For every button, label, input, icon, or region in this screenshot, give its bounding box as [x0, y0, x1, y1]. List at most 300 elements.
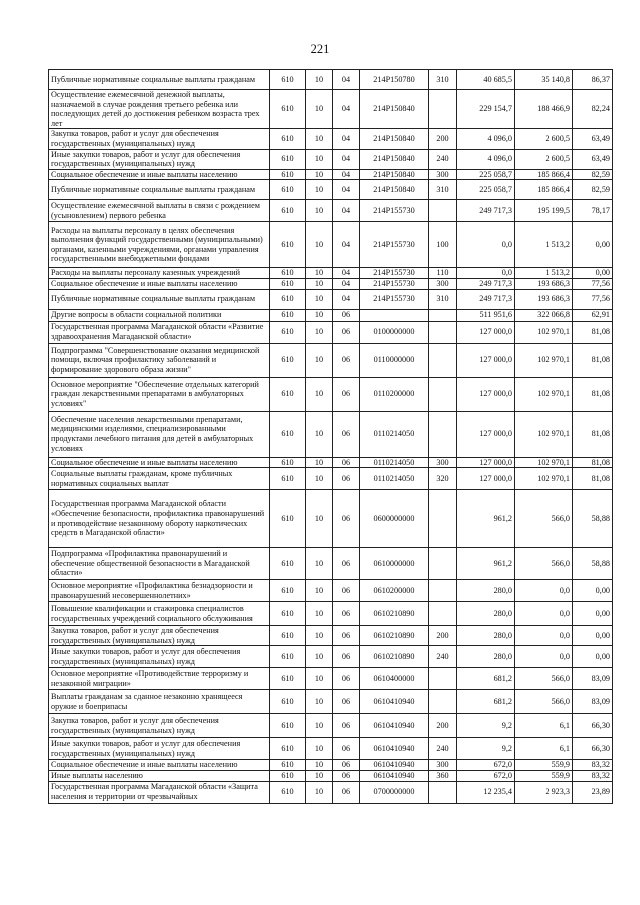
row-planned-amount: 127 000,0: [457, 321, 515, 343]
row-subsection-code: 06: [333, 738, 360, 760]
row-expense-type: [429, 343, 457, 377]
table-row: [49, 411, 613, 457]
row-executed-amount: 195 199,5: [515, 200, 573, 222]
row-target-article: 0610410940: [360, 738, 429, 760]
row-subsection-code: 04: [333, 180, 360, 200]
row-subsection-code: 06: [333, 760, 360, 771]
row-execution-percent: 66,30: [573, 714, 613, 738]
row-executed-amount: 566,0: [515, 668, 573, 690]
row-subsection-code: 04: [333, 129, 360, 149]
row-expense-type: [429, 668, 457, 690]
row-name: Публичные нормативные социальные выплаты гражданам: [49, 289, 270, 309]
row-executed-amount: 566,0: [515, 548, 573, 580]
row-grbs-code: 610: [270, 738, 306, 760]
row-grbs-code: 610: [270, 222, 306, 268]
row-planned-amount: 672,0: [457, 760, 515, 771]
row-execution-percent: 81,08: [573, 343, 613, 377]
table-row: [49, 268, 613, 279]
row-subsection-code: 04: [333, 289, 360, 309]
row-section-code: 10: [306, 289, 333, 309]
row-name: Иные закупки товаров, работ и услуг для обеспечения государственных (муниципальных) нужд: [49, 149, 270, 169]
row-section-code: 10: [306, 278, 333, 289]
row-name: Выплаты гражданам за сданное незаконно хранящееся оружие и боеприпасы: [49, 690, 270, 714]
row-executed-amount: 185 866,4: [515, 180, 573, 200]
row-subsection-code: 06: [333, 321, 360, 343]
row-grbs-code: 610: [270, 760, 306, 771]
row-planned-amount: 127 000,0: [457, 468, 515, 490]
row-section-code: 10: [306, 714, 333, 738]
row-section-code: 10: [306, 668, 333, 690]
row-target-article: 0110214050: [360, 411, 429, 457]
row-section-code: 10: [306, 468, 333, 490]
row-expense-type: 240: [429, 149, 457, 169]
row-executed-amount: 0,0: [515, 602, 573, 626]
row-planned-amount: 225 058,7: [457, 169, 515, 180]
row-expense-type: 300: [429, 457, 457, 468]
row-grbs-code: 610: [270, 278, 306, 289]
row-planned-amount: 4 096,0: [457, 149, 515, 169]
row-name: Расходы на выплаты персоналу казенных учреждений: [49, 268, 270, 279]
row-planned-amount: 280,0: [457, 580, 515, 602]
row-planned-amount: 280,0: [457, 646, 515, 668]
table-row: [49, 714, 613, 738]
table-row: [49, 343, 613, 377]
row-executed-amount: 559,9: [515, 770, 573, 781]
row-target-article: 0600000000: [360, 490, 429, 548]
row-planned-amount: 127 000,0: [457, 343, 515, 377]
row-expense-type: 110: [429, 268, 457, 279]
row-target-article: 0610210890: [360, 602, 429, 626]
row-expense-type: 200: [429, 714, 457, 738]
row-expense-type: [429, 781, 457, 803]
row-subsection-code: 06: [333, 548, 360, 580]
row-grbs-code: 610: [270, 200, 306, 222]
row-target-article: 0610400000: [360, 668, 429, 690]
row-execution-percent: 83,32: [573, 770, 613, 781]
row-section-code: 10: [306, 781, 333, 803]
row-planned-amount: 229 154,7: [457, 90, 515, 129]
row-grbs-code: 610: [270, 321, 306, 343]
row-target-article: 0610200000: [360, 580, 429, 602]
table-row: [49, 580, 613, 602]
row-target-article: 214P150840: [360, 129, 429, 149]
row-target-article: 0610210890: [360, 626, 429, 646]
table-row: [49, 468, 613, 490]
row-execution-percent: 0,00: [573, 222, 613, 268]
row-planned-amount: 280,0: [457, 626, 515, 646]
row-section-code: 10: [306, 149, 333, 169]
row-subsection-code: 04: [333, 268, 360, 279]
row-grbs-code: 610: [270, 646, 306, 668]
row-execution-percent: 81,08: [573, 457, 613, 468]
row-planned-amount: 681,2: [457, 668, 515, 690]
row-grbs-code: 610: [270, 377, 306, 411]
row-section-code: 10: [306, 602, 333, 626]
row-section-code: 10: [306, 268, 333, 279]
row-target-article: 214P155730: [360, 222, 429, 268]
row-planned-amount: 672,0: [457, 770, 515, 781]
row-subsection-code: 06: [333, 468, 360, 490]
row-target-article: 214P150780: [360, 70, 429, 90]
row-executed-amount: 559,9: [515, 760, 573, 771]
row-grbs-code: 610: [270, 548, 306, 580]
row-expense-type: 200: [429, 129, 457, 149]
row-planned-amount: 225 058,7: [457, 180, 515, 200]
row-expense-type: [429, 90, 457, 129]
table-row: [49, 626, 613, 646]
table-row: [49, 548, 613, 580]
row-subsection-code: 04: [333, 200, 360, 222]
row-executed-amount: 102 970,1: [515, 321, 573, 343]
row-expense-type: [429, 548, 457, 580]
row-target-article: 0610410940: [360, 760, 429, 771]
row-section-code: 10: [306, 222, 333, 268]
row-executed-amount: 6,1: [515, 714, 573, 738]
row-execution-percent: 81,08: [573, 468, 613, 490]
row-subsection-code: 06: [333, 646, 360, 668]
row-subsection-code: 04: [333, 90, 360, 129]
row-subsection-code: 06: [333, 714, 360, 738]
row-executed-amount: 0,0: [515, 580, 573, 602]
row-name: Иные закупки товаров, работ и услуг для обеспечения государственных (муниципальных) нужд: [49, 738, 270, 760]
row-grbs-code: 610: [270, 781, 306, 803]
row-expense-type: 310: [429, 289, 457, 309]
row-execution-percent: 63,49: [573, 129, 613, 149]
row-planned-amount: 127 000,0: [457, 411, 515, 457]
row-planned-amount: 681,2: [457, 690, 515, 714]
row-section-code: 10: [306, 180, 333, 200]
row-expense-type: [429, 200, 457, 222]
row-execution-percent: 83,09: [573, 690, 613, 714]
row-planned-amount: 127 000,0: [457, 377, 515, 411]
row-section-code: 10: [306, 309, 333, 321]
row-target-article: 214P150840: [360, 169, 429, 180]
table-row: [49, 321, 613, 343]
row-grbs-code: 610: [270, 770, 306, 781]
row-subsection-code: 04: [333, 222, 360, 268]
row-subsection-code: 06: [333, 580, 360, 602]
row-expense-type: 100: [429, 222, 457, 268]
row-section-code: 10: [306, 411, 333, 457]
row-name: Осуществление ежемесячной денежной выплаты, назначаемой в случае рождения третьего ребенка или последующих детей до достижения ребенком возраста трех лет: [49, 90, 270, 129]
row-expense-type: 360: [429, 770, 457, 781]
row-subsection-code: 06: [333, 626, 360, 646]
page-number: 221: [310, 42, 330, 56]
row-executed-amount: 2 923,3: [515, 781, 573, 803]
row-name: Иные закупки товаров, работ и услуг для обеспечения государственных (муниципальных) нужд: [49, 646, 270, 668]
row-name: Публичные нормативные социальные выплаты гражданам: [49, 180, 270, 200]
row-section-code: 10: [306, 490, 333, 548]
row-expense-type: [429, 377, 457, 411]
row-execution-percent: 62,91: [573, 309, 613, 321]
row-target-article: 0610410940: [360, 770, 429, 781]
row-expense-type: [429, 602, 457, 626]
row-planned-amount: 511 951,6: [457, 309, 515, 321]
row-target-article: 214P150840: [360, 180, 429, 200]
row-grbs-code: 610: [270, 490, 306, 548]
row-grbs-code: 610: [270, 180, 306, 200]
row-name: Иные выплаты населению: [49, 770, 270, 781]
row-grbs-code: 610: [270, 411, 306, 457]
row-subsection-code: 06: [333, 690, 360, 714]
table-row: [49, 668, 613, 690]
row-name: Социальное обеспечение и иные выплаты населению: [49, 169, 270, 180]
row-executed-amount: 0,0: [515, 646, 573, 668]
row-section-code: 10: [306, 90, 333, 129]
row-grbs-code: 610: [270, 580, 306, 602]
row-executed-amount: 185 866,4: [515, 169, 573, 180]
row-executed-amount: 193 686,3: [515, 289, 573, 309]
row-execution-percent: 81,08: [573, 411, 613, 457]
table-row: [49, 90, 613, 129]
row-execution-percent: 58,88: [573, 548, 613, 580]
row-section-code: 10: [306, 580, 333, 602]
row-target-article: 0110000000: [360, 343, 429, 377]
row-name: Социальное обеспечение и иные выплаты населению: [49, 760, 270, 771]
row-target-article: 214P155730: [360, 289, 429, 309]
row-section-code: 10: [306, 457, 333, 468]
row-planned-amount: 0,0: [457, 222, 515, 268]
row-grbs-code: 610: [270, 268, 306, 279]
row-executed-amount: 35 140,8: [515, 70, 573, 90]
row-executed-amount: 1 513,2: [515, 222, 573, 268]
row-execution-percent: 83,09: [573, 668, 613, 690]
row-grbs-code: 610: [270, 70, 306, 90]
row-grbs-code: 610: [270, 129, 306, 149]
row-expense-type: [429, 411, 457, 457]
table-row: [49, 781, 613, 803]
row-target-article: 214P155730: [360, 268, 429, 279]
row-execution-percent: 58,88: [573, 490, 613, 548]
row-executed-amount: 102 970,1: [515, 411, 573, 457]
row-expense-type: 300: [429, 760, 457, 771]
table-row: [49, 222, 613, 268]
row-target-article: 0610410940: [360, 714, 429, 738]
row-name: Основное мероприятие «Противодействие терроризму и незаконной миграции»: [49, 668, 270, 690]
row-execution-percent: 0,00: [573, 602, 613, 626]
row-subsection-code: 06: [333, 377, 360, 411]
row-execution-percent: 81,08: [573, 377, 613, 411]
row-grbs-code: 610: [270, 309, 306, 321]
row-section-code: 10: [306, 548, 333, 580]
row-section-code: 10: [306, 760, 333, 771]
row-subsection-code: 06: [333, 411, 360, 457]
row-planned-amount: 4 096,0: [457, 129, 515, 149]
row-execution-percent: 83,32: [573, 760, 613, 771]
row-expense-type: 240: [429, 738, 457, 760]
row-subsection-code: 04: [333, 70, 360, 90]
row-section-code: 10: [306, 169, 333, 180]
row-grbs-code: 610: [270, 149, 306, 169]
row-name: Другие вопросы в области социальной политики: [49, 309, 270, 321]
row-section-code: 10: [306, 626, 333, 646]
row-expense-type: [429, 690, 457, 714]
row-grbs-code: 610: [270, 457, 306, 468]
row-execution-percent: 66,30: [573, 738, 613, 760]
row-target-article: 0700000000: [360, 781, 429, 803]
row-executed-amount: 102 970,1: [515, 468, 573, 490]
row-executed-amount: 102 970,1: [515, 457, 573, 468]
table-row: [49, 309, 613, 321]
row-section-code: 10: [306, 770, 333, 781]
row-subsection-code: 04: [333, 278, 360, 289]
row-execution-percent: 82,59: [573, 169, 613, 180]
row-planned-amount: 9,2: [457, 714, 515, 738]
row-executed-amount: 102 970,1: [515, 377, 573, 411]
row-expense-type: 310: [429, 70, 457, 90]
row-grbs-code: 610: [270, 289, 306, 309]
row-execution-percent: 81,08: [573, 321, 613, 343]
row-planned-amount: 961,2: [457, 548, 515, 580]
row-planned-amount: 0,0: [457, 268, 515, 279]
row-executed-amount: 188 466,9: [515, 90, 573, 129]
row-target-article: 0610210890: [360, 646, 429, 668]
row-subsection-code: 04: [333, 169, 360, 180]
row-execution-percent: 82,24: [573, 90, 613, 129]
row-grbs-code: 610: [270, 714, 306, 738]
table-row: [49, 278, 613, 289]
row-name: Государственная программа Магаданской области «Защита населения и территории от чрезвычайных: [49, 781, 270, 803]
row-planned-amount: 961,2: [457, 490, 515, 548]
row-planned-amount: 9,2: [457, 738, 515, 760]
row-name: Расходы на выплаты персоналу в целях обеспечения выполнения функций государственными (муниципальными) органами, казенными учреждениями, органами управления государственными внебюджетными фондами: [49, 222, 270, 268]
row-target-article: 214P150840: [360, 90, 429, 129]
table-row: [49, 149, 613, 169]
row-expense-type: [429, 321, 457, 343]
row-executed-amount: 2 600,5: [515, 149, 573, 169]
row-target-article: 214P155730: [360, 278, 429, 289]
row-target-article: 0110200000: [360, 377, 429, 411]
row-grbs-code: 610: [270, 626, 306, 646]
row-section-code: 10: [306, 343, 333, 377]
row-planned-amount: 249 717,3: [457, 200, 515, 222]
row-executed-amount: 566,0: [515, 690, 573, 714]
row-executed-amount: 102 970,1: [515, 343, 573, 377]
table-row: [49, 646, 613, 668]
row-grbs-code: 610: [270, 468, 306, 490]
row-expense-type: 240: [429, 646, 457, 668]
row-section-code: 10: [306, 200, 333, 222]
row-section-code: 10: [306, 738, 333, 760]
table-row: [49, 690, 613, 714]
row-grbs-code: 610: [270, 169, 306, 180]
row-name: Закупка товаров, работ и услуг для обеспечения государственных (муниципальных) нужд: [49, 626, 270, 646]
row-executed-amount: 566,0: [515, 490, 573, 548]
row-expense-type: [429, 309, 457, 321]
row-execution-percent: 63,49: [573, 149, 613, 169]
row-name: Основное мероприятие "Обеспечение отдельных категорий граждан лекарственными препаратами в амбулаторных условиях": [49, 377, 270, 411]
row-grbs-code: 610: [270, 668, 306, 690]
row-execution-percent: 23,89: [573, 781, 613, 803]
row-subsection-code: 06: [333, 781, 360, 803]
row-planned-amount: 280,0: [457, 602, 515, 626]
row-name: Закупка товаров, работ и услуг для обеспечения государственных (муниципальных) нужд: [49, 714, 270, 738]
row-name: Подпрограмма «Профилактика правонарушений и обеспечение общественной безопасности в Магаданской области»: [49, 548, 270, 580]
table-body: [49, 70, 613, 804]
row-grbs-code: 610: [270, 343, 306, 377]
row-execution-percent: 78,17: [573, 200, 613, 222]
row-executed-amount: 322 066,8: [515, 309, 573, 321]
row-execution-percent: 0,00: [573, 626, 613, 646]
table-row: [49, 180, 613, 200]
budget-execution-table: [48, 69, 613, 804]
row-expense-type: 300: [429, 278, 457, 289]
row-name: Подпрограмма "Совершенствование оказания медицинской помощи, включая профилактику заболеваний и формирование здорового образа жизни": [49, 343, 270, 377]
row-subsection-code: 06: [333, 668, 360, 690]
row-expense-type: 320: [429, 468, 457, 490]
row-expense-type: [429, 490, 457, 548]
table-row: [49, 490, 613, 548]
table-row: [49, 289, 613, 309]
row-planned-amount: 249 717,3: [457, 289, 515, 309]
table-row: [49, 602, 613, 626]
row-expense-type: 200: [429, 626, 457, 646]
row-subsection-code: 06: [333, 770, 360, 781]
row-section-code: 10: [306, 646, 333, 668]
table-row: [49, 377, 613, 411]
row-executed-amount: 6,1: [515, 738, 573, 760]
row-target-article: 0610410940: [360, 690, 429, 714]
row-target-article: 0110214050: [360, 457, 429, 468]
row-name: Публичные нормативные социальные выплаты гражданам: [49, 70, 270, 90]
table-row: [49, 70, 613, 90]
row-subsection-code: 06: [333, 490, 360, 548]
row-execution-percent: 0,00: [573, 646, 613, 668]
row-subsection-code: 06: [333, 343, 360, 377]
table-row: [49, 770, 613, 781]
table-row: [49, 200, 613, 222]
row-target-article: 0610000000: [360, 548, 429, 580]
row-executed-amount: 0,0: [515, 626, 573, 646]
row-executed-amount: 193 686,3: [515, 278, 573, 289]
row-expense-type: 300: [429, 169, 457, 180]
row-name: Повышение квалификации и стажировка специалистов государственных учреждений социального обслуживания: [49, 602, 270, 626]
row-target-article: 0110214050: [360, 468, 429, 490]
row-target-article: [360, 309, 429, 321]
row-name: Обеспечение населения лекарственными препаратами, медицинскими изделиями, специализированными продуктами лечебного питания для детей в амбулаторных условиях: [49, 411, 270, 457]
row-planned-amount: 12 235,4: [457, 781, 515, 803]
row-target-article: 0100000000: [360, 321, 429, 343]
row-executed-amount: 2 600,5: [515, 129, 573, 149]
row-name: Закупка товаров, работ и услуг для обеспечения государственных (муниципальных) нужд: [49, 129, 270, 149]
row-execution-percent: 86,37: [573, 70, 613, 90]
row-execution-percent: 0,00: [573, 580, 613, 602]
row-grbs-code: 610: [270, 90, 306, 129]
row-name: Социальное обеспечение и иные выплаты населению: [49, 457, 270, 468]
row-execution-percent: 82,59: [573, 180, 613, 200]
row-execution-percent: 77,56: [573, 289, 613, 309]
row-executed-amount: 1 513,2: [515, 268, 573, 279]
table-row: [49, 738, 613, 760]
row-name: Социальные выплаты гражданам, кроме публичных нормативных социальных выплат: [49, 468, 270, 490]
row-section-code: 10: [306, 129, 333, 149]
row-target-article: 214P150840: [360, 149, 429, 169]
row-subsection-code: 06: [333, 309, 360, 321]
table-row: [49, 760, 613, 771]
row-section-code: 10: [306, 70, 333, 90]
row-section-code: 10: [306, 377, 333, 411]
row-name: Социальное обеспечение и иные выплаты населению: [49, 278, 270, 289]
row-name: Осуществление ежемесячной выплаты в связи с рождением (усыновлением) первого ребенка: [49, 200, 270, 222]
row-execution-percent: 0,00: [573, 268, 613, 279]
row-grbs-code: 610: [270, 602, 306, 626]
row-planned-amount: 249 717,3: [457, 278, 515, 289]
row-grbs-code: 610: [270, 690, 306, 714]
row-execution-percent: 77,56: [573, 278, 613, 289]
row-subsection-code: 06: [333, 457, 360, 468]
row-name: Государственная программа Магаданской области «Развитие здравоохранения Магаданской области»: [49, 321, 270, 343]
row-expense-type: 310: [429, 180, 457, 200]
